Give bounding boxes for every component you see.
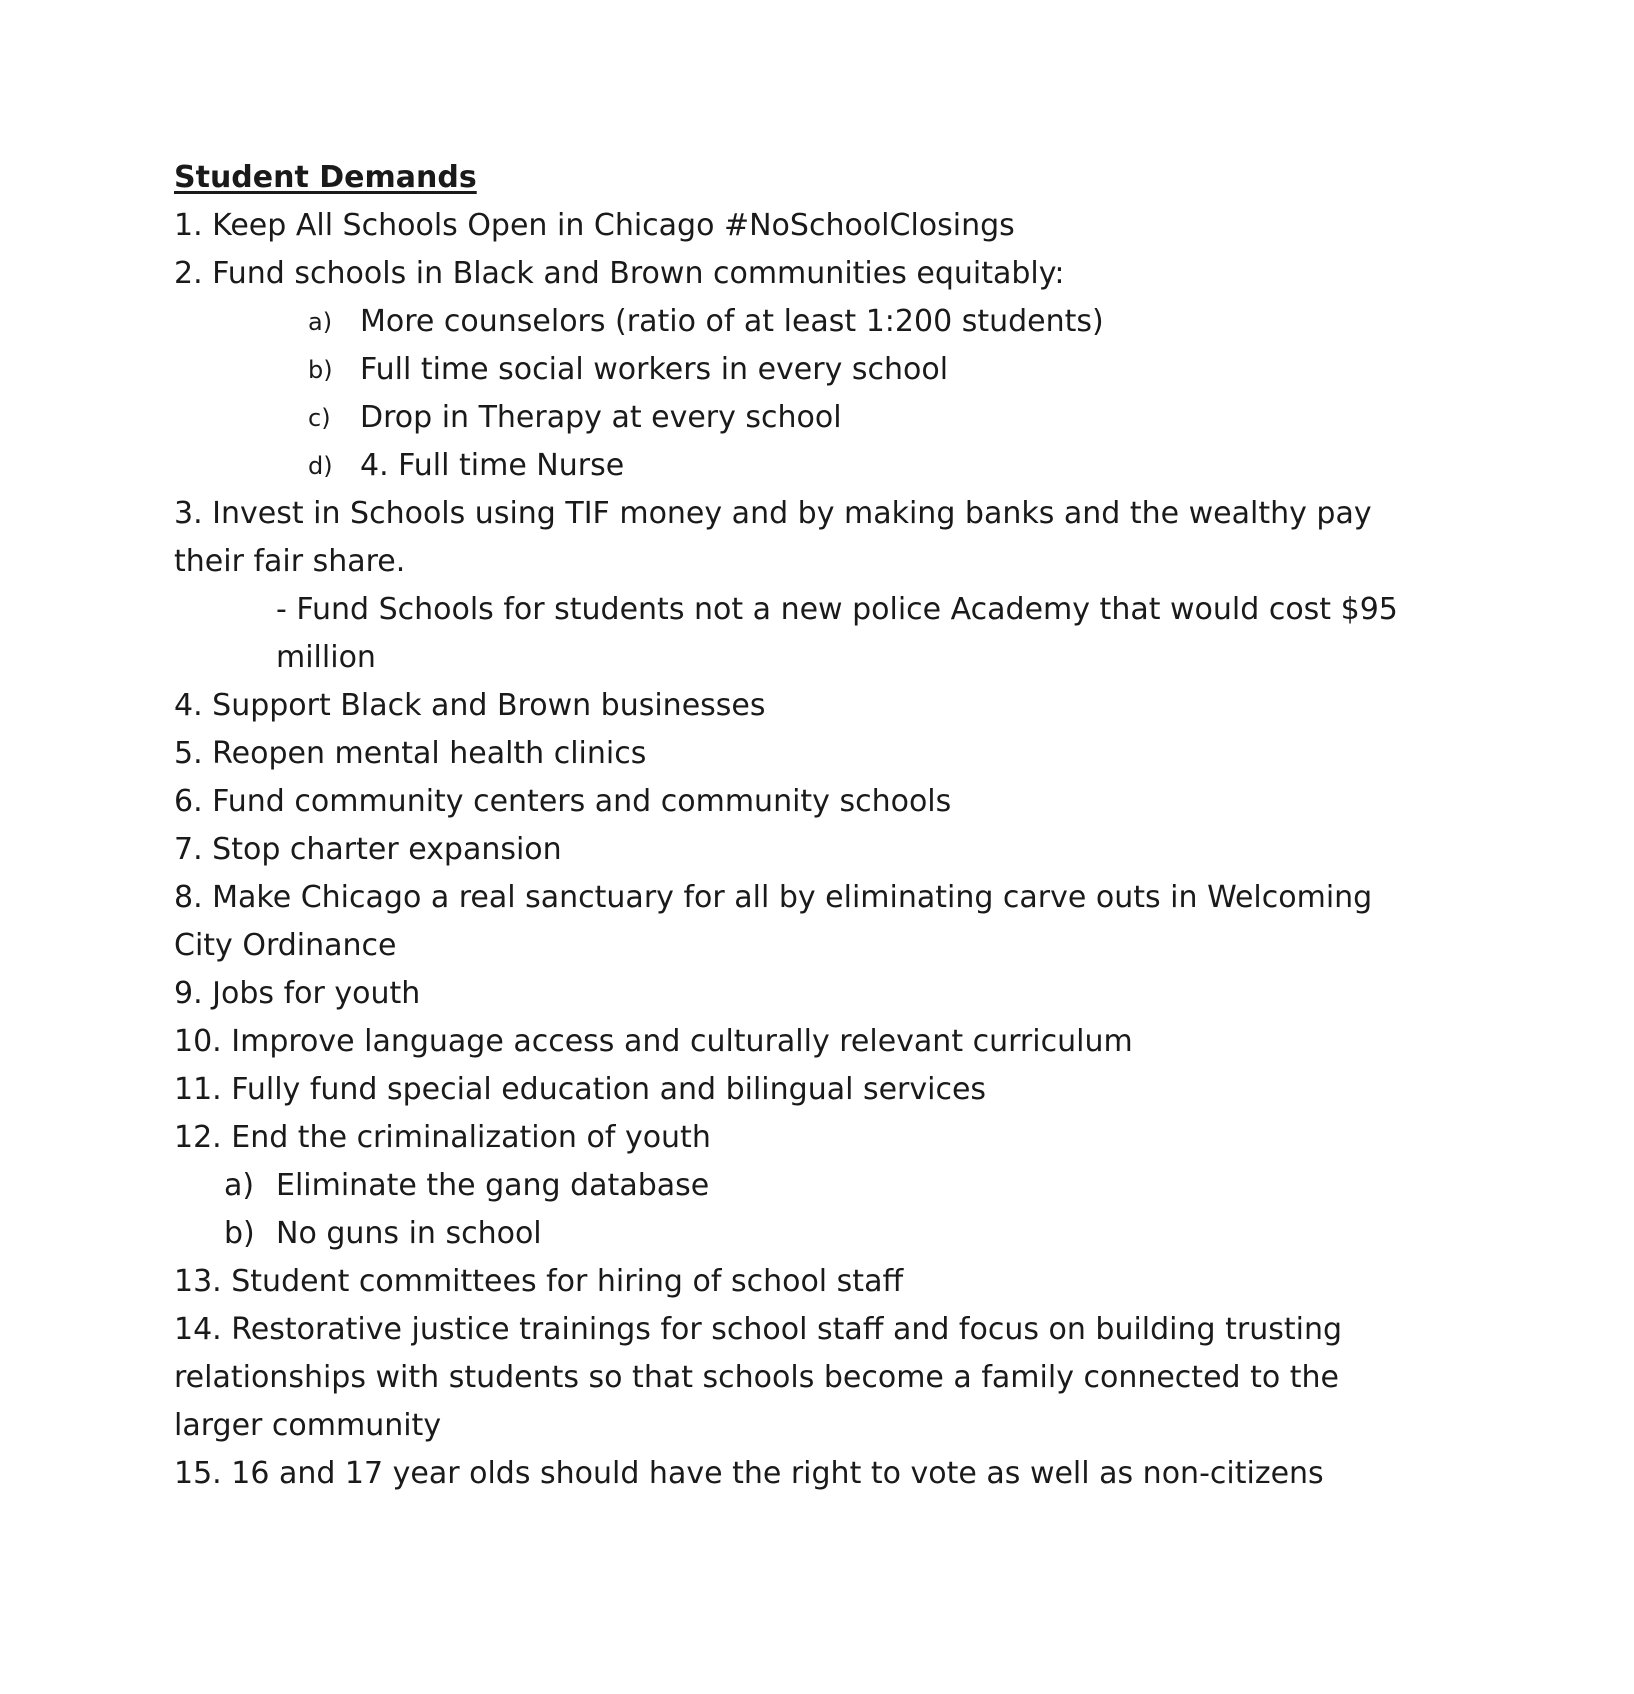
demand-6: 6. Fund community centers and community schools [174, 784, 952, 819]
demand-14-line-3: larger community [174, 1408, 442, 1443]
demand-1: 1. Keep All Schools Open in Chicago #NoSchoolClosings [174, 208, 1015, 243]
demand-14-line-2: relationships with students so that schools become a family connected to the [174, 1360, 1339, 1395]
demand-12b [174, 1210, 1474, 1258]
demand-13: 13. Student committees for hiring of school staff [174, 1264, 904, 1299]
demand-12b-text: No guns in school [276, 1216, 542, 1251]
demand-7: 7. Stop charter expansion [174, 832, 562, 867]
demand-10: 10. Improve language access and culturally relevant curriculum [174, 1024, 1133, 1059]
demand-12a-text: Eliminate the gang database [276, 1168, 710, 1203]
demand-2d-text: 4. Full time Nurse [360, 448, 625, 483]
demand-5: 5. Reopen mental health clinics [174, 736, 647, 771]
list-marker: b) [308, 356, 333, 384]
demand-15: 15. 16 and 17 year olds should have the right to vote as well as non-citizens [174, 1456, 1324, 1491]
demand-2a-text: More counselors (ratio of at least 1:200 students) [360, 304, 1104, 339]
list-marker: d) [308, 452, 333, 480]
demand-2a [174, 298, 1474, 346]
demand-8-line-1: 8. Make Chicago a real sanctuary for all by eliminating carve outs in Welcoming [174, 880, 1373, 915]
demand-12: 12. End the criminalization of youth [174, 1120, 711, 1155]
document-page [174, 154, 1474, 1498]
list-marker: a) [308, 308, 333, 336]
demand-2c-text: Drop in Therapy at every school [360, 400, 842, 435]
list-marker: a) [224, 1168, 255, 1203]
demand-3-note-line-1: - Fund Schools for students not a new police Academy that would cost $95 [276, 592, 1398, 627]
list-marker: b) [224, 1216, 255, 1251]
demand-2: 2. Fund schools in Black and Brown communities equitably: [174, 256, 1065, 291]
demand-11: 11. Fully fund special education and bilingual services [174, 1072, 987, 1107]
page-title: Student Demands [174, 160, 477, 195]
demand-2b-text: Full time social workers in every school [360, 352, 949, 387]
demand-3-line-1: 3. Invest in Schools using TIF money and by making banks and the wealthy pay [174, 496, 1372, 531]
demand-12a [174, 1162, 1474, 1210]
demand-3-note-line-2: million [276, 640, 376, 675]
demand-2d [174, 442, 1474, 490]
list-marker: c) [308, 404, 331, 432]
demand-14-line-1: 14. Restorative justice trainings for school staff and focus on building trusting [174, 1312, 1343, 1347]
demand-9: 9. Jobs for youth [174, 976, 421, 1011]
demand-2c [174, 394, 1474, 442]
demand-4: 4. Support Black and Brown businesses [174, 688, 766, 723]
demand-3-line-2: their fair share. [174, 544, 406, 579]
demand-8-line-2: City Ordinance [174, 928, 397, 963]
demand-2b [174, 346, 1474, 394]
